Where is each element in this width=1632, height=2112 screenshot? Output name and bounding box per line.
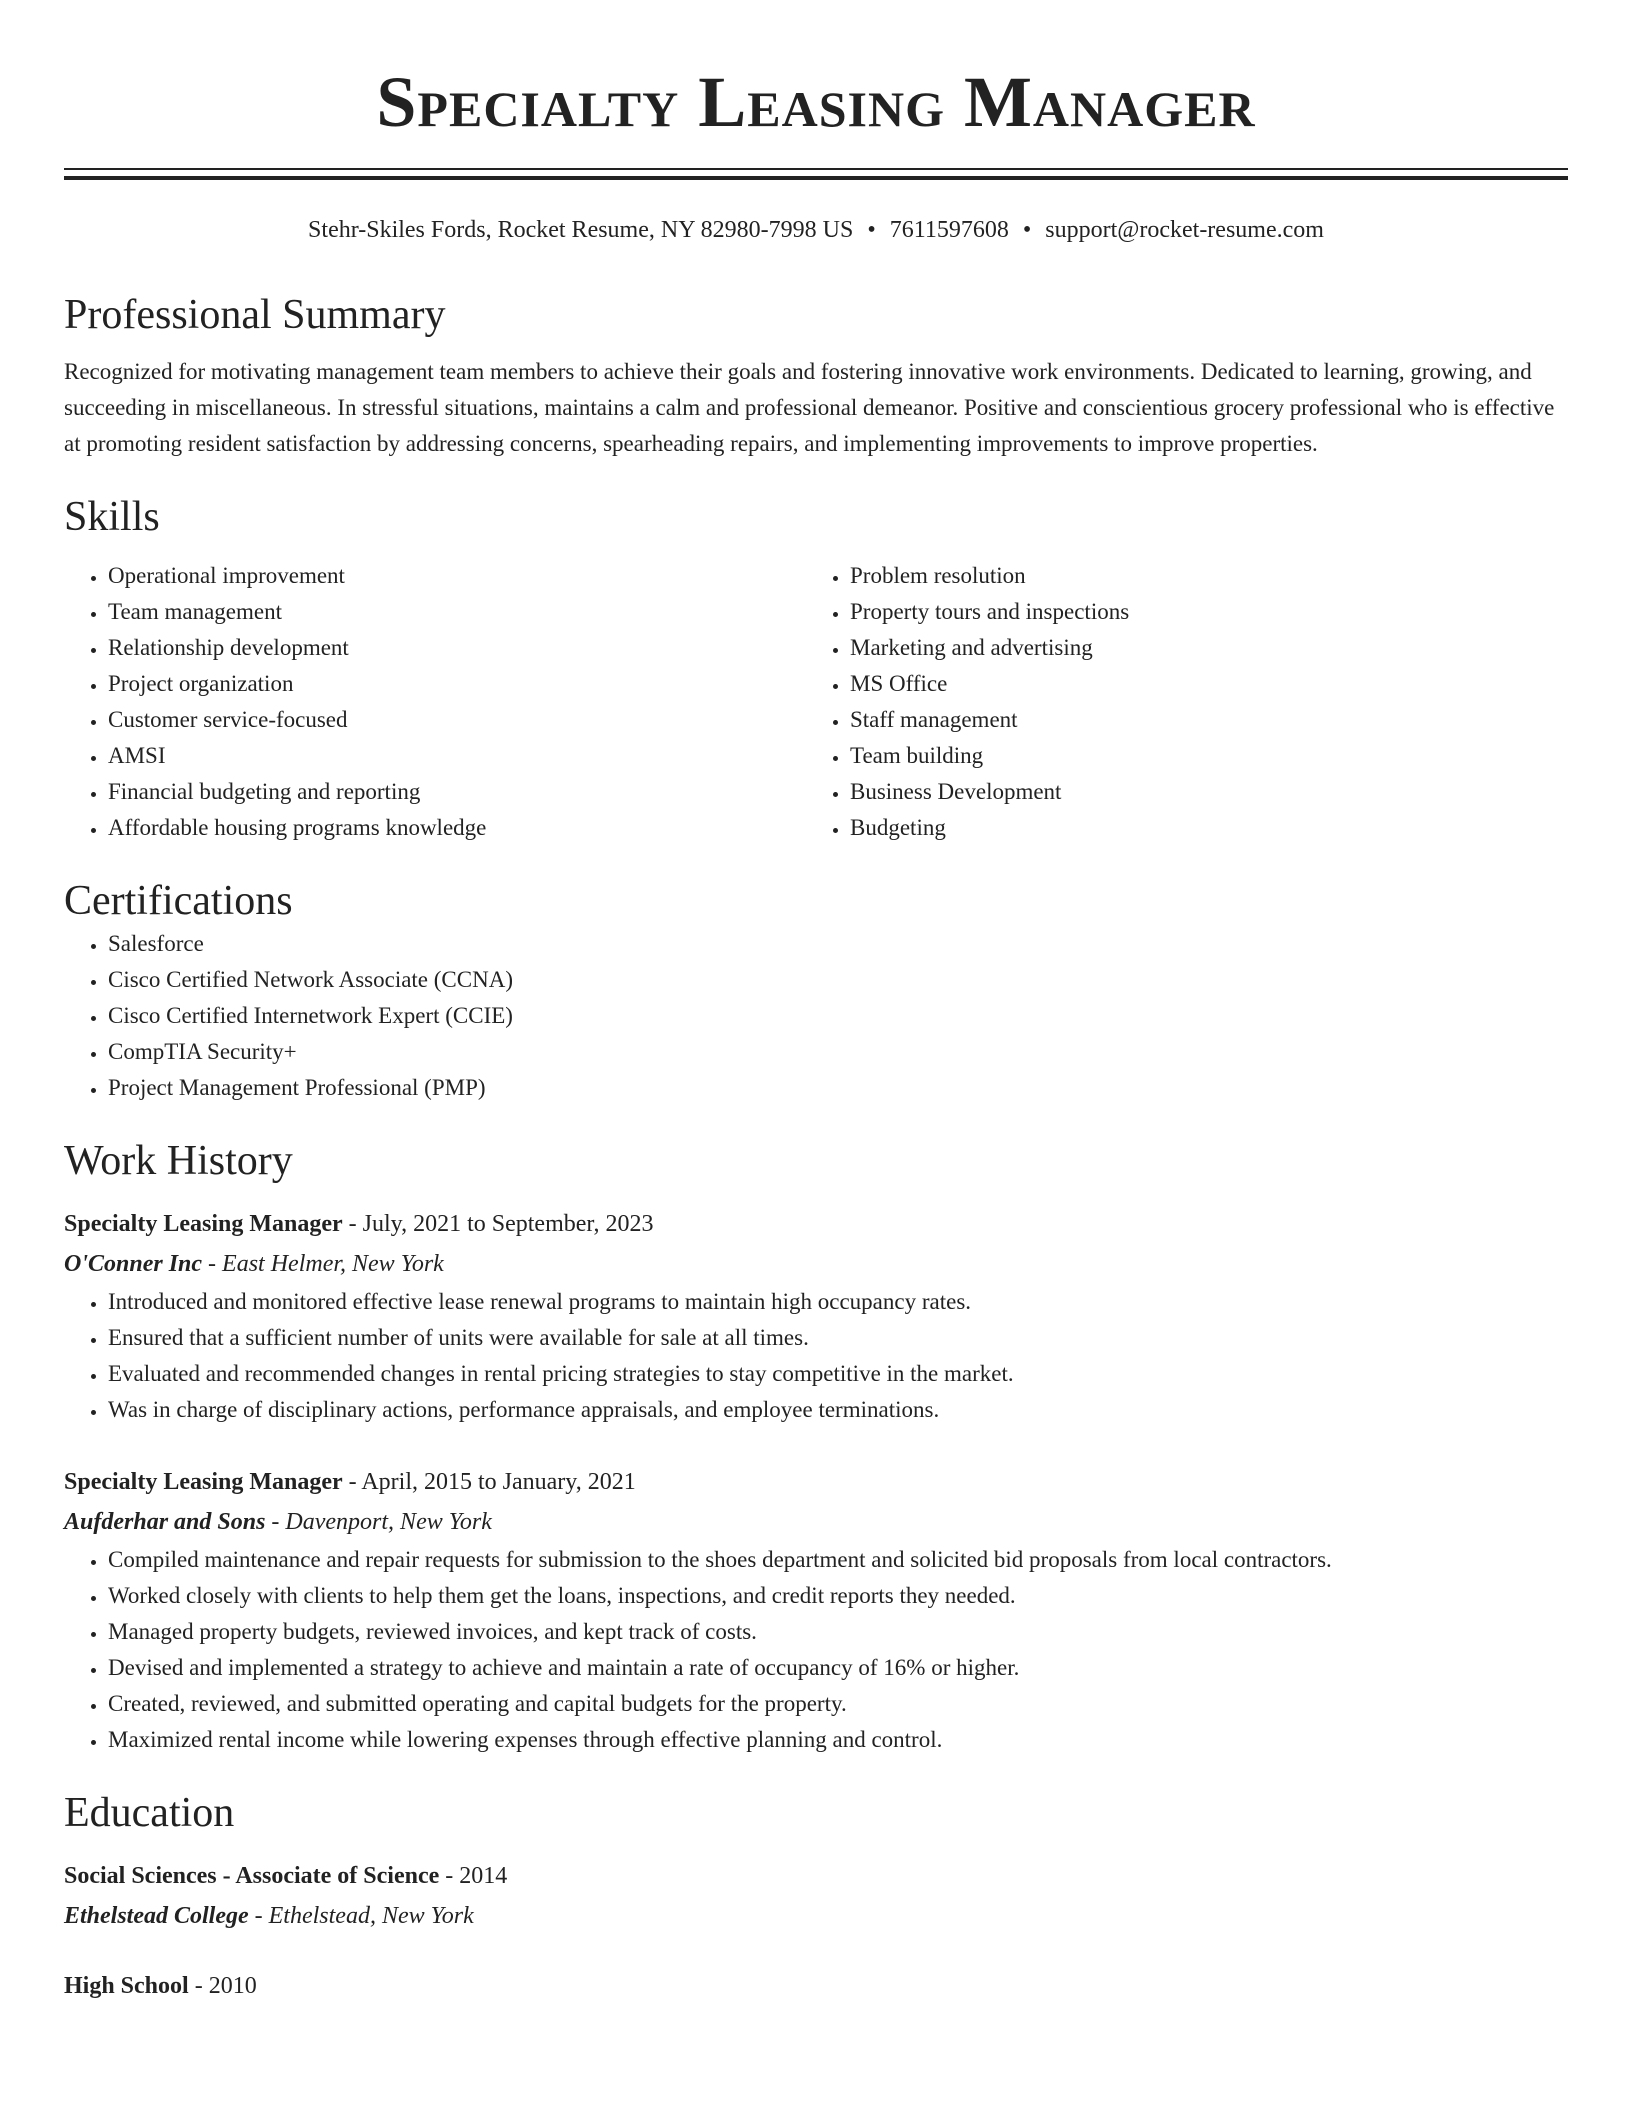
summary-heading: Professional Summary [64,292,446,338]
job-role: Specialty Leasing Manager [64,1469,343,1495]
certification-item: • Cisco Certified Network Associate (CCNA) [108,962,1568,998]
education-degree-line [64,1856,1568,1896]
job-duty-item: • Ensured that a sufficient number of units were available for sale at all times. [108,1320,1568,1356]
job-header [64,1462,1568,1502]
skill-item: • Staff management [850,702,1548,738]
skills-list-left [64,558,806,846]
skill-item: • Project organization [108,666,806,702]
education-degree: Social Sciences - Associate of Science [64,1863,440,1889]
skill-item: • Budgeting [850,810,1548,846]
summary-text: Recognized for motivating management team members to achieve their goals and fostering innovative work environments. Dedicated to learning, growing, and succeeding in miscellaneous. In stressful situations, maintains a calm and professional demeanor. Positive and conscientious grocery professional who is effective at promoting resident satisfaction by addressing concerns, spearheading repairs, and implementing improvements to improve properties. [64,359,1555,456]
skill-item: • Team management [108,594,806,630]
skill-item: • Financial budgeting and reporting [108,774,806,810]
work-history-heading: Work History [64,1138,293,1184]
contact-line [64,214,1568,246]
job-company: Aufderhar and Sons [64,1509,266,1535]
skill-item: • AMSI [108,738,806,774]
skill-item: • Customer service-focused [108,702,806,738]
job-dates: - July, 2021 to September, 2023 [342,1211,654,1237]
skills-grid [64,558,1568,846]
education-location: - Ethelstead, New York [248,1903,474,1929]
education-year: - 2014 [439,1863,508,1889]
skills-column-right [806,558,1548,846]
job-employer-line [64,1244,1568,1284]
education-year: - 2010 [188,1973,257,1999]
job-duty-item: • Maximized rental income while lowering expenses through effective planning and control. [108,1722,1568,1758]
work-history-section [64,1136,1568,1758]
job-employer-line [64,1502,1568,1542]
certifications-section [64,876,1568,1106]
education-degree: High School [64,1973,189,1999]
job-header [64,1204,1568,1244]
job-duty-item: • Managed property budgets, reviewed invoices, and kept track of costs. [108,1614,1568,1650]
certification-item: • CompTIA Security+ [108,1034,1568,1070]
job-dates: - April, 2015 to January, 2021 [342,1469,636,1495]
skill-item: • Property tours and inspections [850,594,1548,630]
certification-item: • Project Management Professional (PMP) [108,1070,1568,1106]
skill-item: • Affordable housing programs knowledge [108,810,806,846]
certification-item: • Cisco Certified Internetwork Expert (CCIE) [108,998,1568,1034]
skills-heading: Skills [64,494,160,540]
job-location: - Davenport, New York [265,1509,492,1535]
certifications-list [64,926,1568,1106]
education-school-line [64,1896,1568,1936]
job-entry [64,1204,1568,1428]
skill-item: • Marketing and advertising [850,630,1548,666]
education-entry [64,1856,1568,1936]
contact-address: Stehr-Skiles Fords, Rocket Resume, NY 82980-7998 US [308,217,854,243]
skills-list-right [806,558,1548,846]
resume-name-heading: Specialty Leasing Manager [376,62,1256,142]
job-role: Specialty Leasing Manager [64,1211,343,1237]
education-degree-line [64,1966,1568,2006]
skill-item: • MS Office [850,666,1548,702]
job-duties-list [64,1542,1568,1758]
job-location: - East Helmer, New York [202,1251,444,1277]
contact-phone: 7611597608 [889,217,1009,243]
certifications-heading: Certifications [64,878,293,924]
job-company: O'Conner Inc [64,1251,203,1277]
skill-item: • Problem resolution [850,558,1548,594]
job-duty-item: • Created, reviewed, and submitted operating and capital budgets for the property. [108,1686,1568,1722]
job-duty-item: • Introduced and monitored effective lease renewal programs to maintain high occupancy rates. [108,1284,1568,1320]
contact-separator: • [867,217,876,243]
job-duty-item: • Was in charge of disciplinary actions, performance appraisals, and employee terminations. [108,1392,1568,1428]
job-duty-item: • Compiled maintenance and repair requests for submission to the shoes department and solicited bid proposals from local contractors. [108,1542,1568,1578]
skills-column-left [64,558,806,846]
skill-item: • Business Development [850,774,1548,810]
skill-item: • Team building [850,738,1548,774]
contact-separator: • [1022,217,1032,243]
job-duty-item: • Evaluated and recommended changes in rental pricing strategies to stay competitive in the market. [108,1356,1568,1392]
job-duty-item: • Devised and implemented a strategy to achieve and maintain a rate of occupancy of 16% or higher. [108,1650,1568,1686]
education-heading: Education [64,1790,235,1836]
job-duties-list [64,1284,1568,1428]
skill-item: • Relationship development [108,630,806,666]
contact-email: support@rocket-resume.com [1045,217,1324,243]
job-duty-item: • Worked closely with clients to help them get the loans, inspections, and credit reports they needed. [108,1578,1568,1614]
education-entry [64,1966,1568,2006]
education-school: Ethelstead College [64,1903,249,1929]
header-rule-bottom [64,176,1568,180]
job-entry [64,1462,1568,1758]
skill-item: • Operational improvement [108,558,806,594]
education-section [64,1788,1568,2006]
skills-section [64,492,1568,846]
header-double-rule [64,168,1568,180]
certification-item: • Salesforce [108,926,1568,962]
